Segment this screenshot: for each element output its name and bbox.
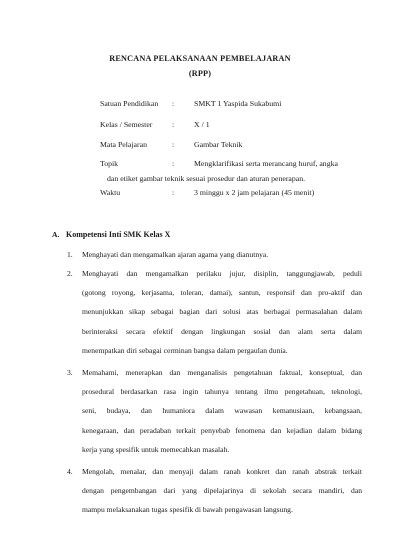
document-title: RENCANA PELAKSANAAN PEMBELAJARAN xyxy=(109,54,291,63)
document-subtitle: (RPP) xyxy=(188,69,212,78)
info-colon: : xyxy=(172,99,175,108)
info-value: Gambar Teknik xyxy=(194,140,243,149)
info-colon: : xyxy=(172,140,175,149)
list-item-line: mampu melaksanakan tugas spesifik di bawah pengawasan langsung. xyxy=(82,505,293,514)
info-value: 3 minggu x 2 jam pelajaran (45 menit) xyxy=(194,188,315,197)
list-item-line: seni, budaya, dan humaniora dalam wawasan kemanusiaan, kebangsaan, xyxy=(82,406,362,415)
info-colon: : xyxy=(172,188,175,197)
info-label: Satuan Pendidikan xyxy=(100,99,159,108)
info-label: Kelas / Semester xyxy=(100,120,153,129)
info-value: Mengklarifikasi serta merancang huruf, angka xyxy=(194,159,338,168)
info-colon: : xyxy=(172,120,175,129)
section-title: Kompetensi Inti SMK Kelas X xyxy=(66,230,171,239)
list-item-line: menunjukkan sikap sebagai bagian dari solusi atas berbagai permasalahan dalam xyxy=(82,307,362,316)
list-item-line: kerja yang spesifik untuk memecahkan masalah. xyxy=(82,445,230,454)
list-item-line: kenegaraan, dan peradaban terkait penyebab fenomena dan kejadian dalam bidang xyxy=(82,426,362,435)
list-item-number: 1. xyxy=(67,250,73,259)
list-item-line: menempatkan diri sebagai cerminan bangsa dalam pergaulan dunia. xyxy=(82,346,288,355)
info-value: SMKT 1 Yaspida Sukabumi xyxy=(194,99,282,108)
list-item-line: dengan pengembangan dari yang dipelajarinya di sekolah secara mandiri, dan xyxy=(82,486,362,495)
list-item-line: prosedural berdasarkan rasa ingin tahunya tentang ilmu pengetahuan, teknologi, xyxy=(82,387,362,396)
list-item-line: Memahami, menerapkan dan menganalisis pengetahuan faktual, konseptual, dan xyxy=(82,368,362,377)
list-item-line: Mengolah, menalar, dan menyaji dalam ranah konkret dan ranah abstrak terkait xyxy=(82,467,362,476)
list-item-line: (gotong royong, kerjasama, toleran, damai), santun, responsif dan pro-aktif dan xyxy=(82,288,362,297)
list-item-line: berinteraksi secara efektif dengan lingkungan sosial dan alam serta dalam xyxy=(82,327,362,336)
info-colon: : xyxy=(172,159,175,168)
list-item-line: Menghayati dan mengamalkan perilaku jujur, disiplin, tanggungjawab, peduli xyxy=(82,269,362,278)
info-label: Topik xyxy=(100,159,119,168)
list-item-line: Menghayati dan mengamalkan ajaran agama yang dianutnya. xyxy=(82,250,269,259)
list-item-number: 4. xyxy=(67,467,73,476)
section-marker: A. xyxy=(52,230,60,239)
list-item-number: 2. xyxy=(67,269,73,278)
topic-continuation: dan etiket gambar teknik sesuai prosedur dan aturan penerapan. xyxy=(107,174,306,183)
info-label: Mata Pelajaran xyxy=(100,140,147,149)
info-value: X / 1 xyxy=(194,120,210,129)
info-label: Waktu xyxy=(100,188,121,197)
list-item-number: 3. xyxy=(67,368,73,377)
